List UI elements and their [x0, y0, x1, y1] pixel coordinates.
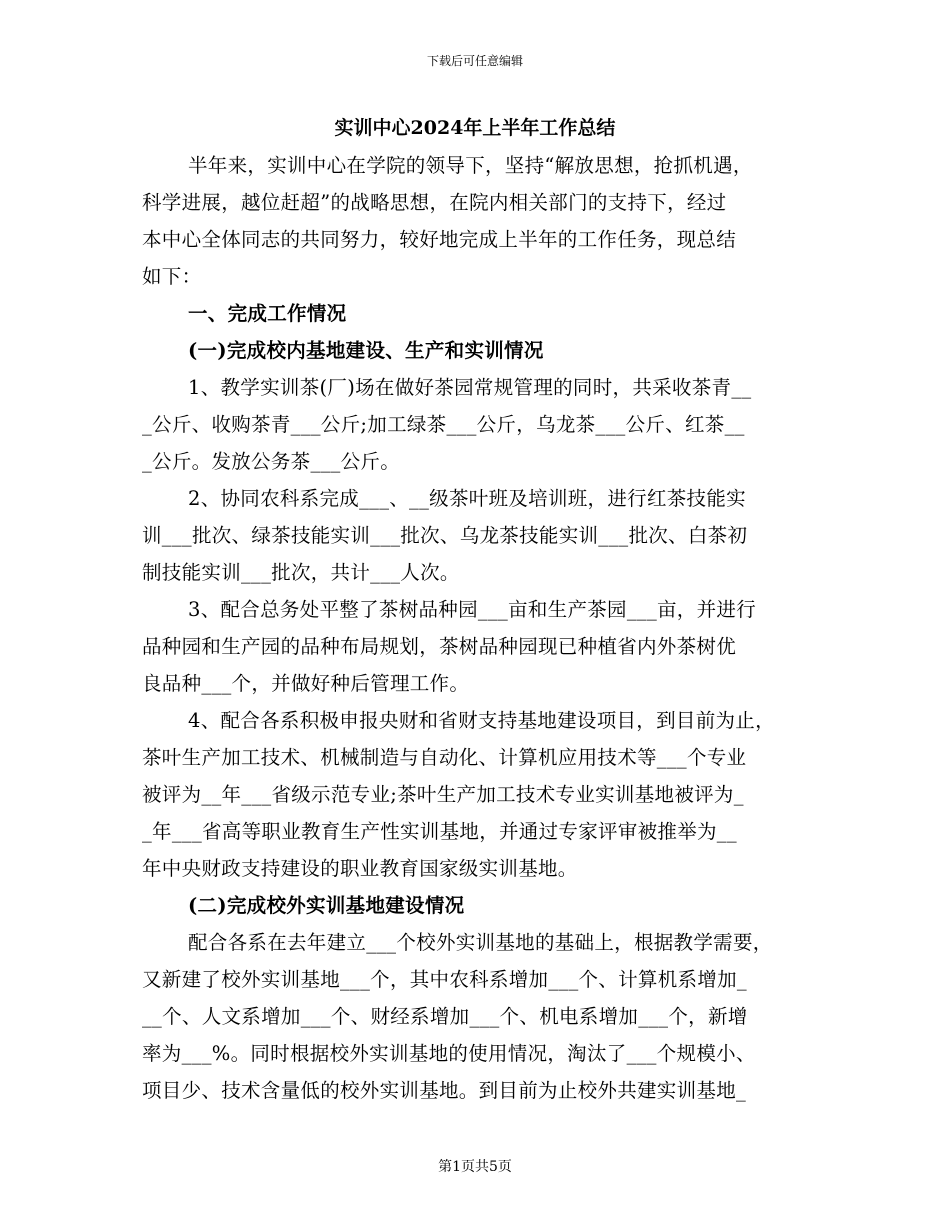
paragraph-5-line: 率为___%。同时根据校外实训基地的使用情况，淘汰了___个规模小、 — [142, 1042, 756, 1065]
paragraph-3-line: 良品种___个，并做好种后管理工作。 — [142, 672, 470, 695]
document-title: 实训中心2024年上半年工作总结 — [334, 117, 616, 139]
intro-line: 如下： — [142, 265, 202, 288]
paragraph-1-line: _公斤。发放公务茶___公斤。 — [142, 450, 400, 473]
subsection-heading-2: (二)完成校外实训基地建设情况 — [188, 894, 465, 917]
paragraph-4-line: 4、配合各系积极申报央财和省财支持基地建设项目，到目前为止， — [188, 709, 775, 732]
page-header: 下载后可任意编辑 — [426, 54, 523, 68]
page-footer: 第1页共5页 — [438, 1159, 512, 1175]
subsection-heading-1: (一)完成校内基地建设、生产和实训情况 — [188, 339, 544, 362]
paragraph-1-line: _公斤、收购茶青___公斤;加工绿茶___公斤，乌龙茶___公斤、红茶__ — [142, 413, 745, 436]
paragraph-4-line: _年___省高等职业教育生产性实训基地，并通过专家评审被推举为__ — [142, 820, 737, 843]
paragraph-3-line: 3、配合总务处平整了茶树品种园___亩和生产茶园___亩，并进行 — [188, 598, 757, 621]
intro-line: 半年来，实训中心在学院的领导下，坚持“解放思想，抢抓机遇， — [188, 154, 753, 177]
paragraph-3-line: 品种园和生产园的品种布局规划，茶树品种园现已种植省内外茶树优 — [142, 635, 737, 658]
paragraph-4-line: 茶叶生产加工技术、机械制造与自动化、计算机应用技术等___个专业 — [142, 746, 747, 769]
paragraph-1-line: 1、教学实训茶(厂)场在做好茶园常规管理的同时，共采收茶青__ — [188, 376, 752, 399]
paragraph-5-line: 配合各系在去年建立___个校外实训基地的基础上，根据教学需要， — [188, 931, 773, 954]
intro-line: 本中心全体同志的共同努力，较好地完成上半年的工作任务，现总结 — [142, 228, 737, 251]
paragraph-4-line: 被评为__年___省级示范专业;茶叶生产加工技术专业实训基地被评为_ — [142, 783, 744, 806]
paragraph-5-line: __个、人文系增加___个、财经系增加___个、机电系增加___个，新增 — [142, 1005, 748, 1028]
section-heading-1: 一、完成工作情况 — [188, 302, 347, 325]
paragraph-5-line: 又新建了校外实训基地___个，其中农科系增加___个、计算机系增加_ — [142, 968, 747, 991]
paragraph-5-line: 项目少、技术含量低的校外实训基地。到目前为止校外共建实训基地_ — [142, 1079, 747, 1102]
paragraph-2-line: 制技能实训___批次，共计___人次。 — [142, 561, 460, 584]
paragraph-4-line: 年中央财政支持建设的职业教育国家级实训基地。 — [142, 857, 578, 880]
paragraph-2-line: 2、协同农科系完成___、__级茶叶班及培训班，进行红茶技能实 — [188, 487, 746, 510]
intro-line: 科学进展，越位赶超”的战略思想，在院内相关部门的支持下，经过 — [142, 191, 727, 214]
paragraph-2-line: 训___批次、绿茶技能实训___批次、乌龙茶技能实训___批次、白茶初 — [142, 524, 748, 547]
